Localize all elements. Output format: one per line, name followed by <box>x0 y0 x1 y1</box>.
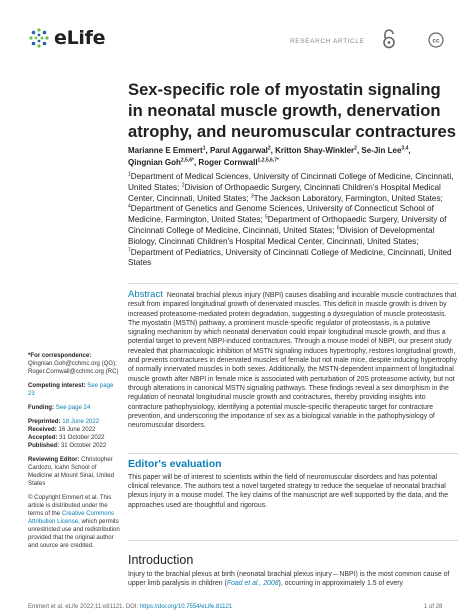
copyright-text-end: which permits unrestricted use and redistribution provided that the original author and source are credited. <box>28 518 120 549</box>
author[interactable]: Se-Jin Lee$^{3,4}$ <box>361 145 409 155</box>
competing-interest-label: Competing interest: <box>28 382 86 389</box>
abstract-heading: Abstract <box>128 289 163 300</box>
elife-logo[interactable] <box>28 27 105 49</box>
editors-evaluation-heading: Editor's evaluation <box>128 458 222 470</box>
svg-text:cc: cc <box>432 37 440 45</box>
affiliation-list <box>128 172 458 269</box>
affiliation: $^7$Department of Pediatrics, University of Cincinnati College of Medicine, Cincinnati, United States <box>128 246 452 268</box>
author[interactable]: Parul Aggarwal$^2$ <box>209 145 271 155</box>
reviewing-editor-label: Reviewing Editor: <box>28 456 80 463</box>
preprint-date-link[interactable]: 18 June 2022 <box>62 418 100 425</box>
funding-link[interactable]: See page 24 <box>55 404 91 411</box>
divider <box>128 540 458 541</box>
abstract <box>128 290 458 430</box>
author[interactable]: Kritton Shay-Winkler$^2$ <box>275 145 357 155</box>
affiliation: $^2$Division of Orthopaedic Surgery, Cincinnati Children’s Hospital Medical Center, Cincinnati, United States; <box>128 182 441 203</box>
funding-block <box>28 404 120 412</box>
correspondence-email[interactable]: Roger.Cornwall@cchmc.org (RC) <box>28 368 119 375</box>
license-link[interactable]: Creative Commons Attribution License, <box>28 510 115 525</box>
introduction-text: Injury to the brachial plexus at birth (neonatal brachial plexus injury – NBPI) is the most common cause of upper limb paralysis in children (Foad et al., 2008), occurring in approximately 1.5 of every <box>128 571 450 588</box>
date-published: Published: 31 October 2022 <box>28 442 107 449</box>
copyright-block <box>28 494 120 550</box>
creative-commons-icon[interactable] <box>428 32 444 53</box>
editors-evaluation-text: This paper will be of interest to scientists within the field of neuromuscular disorders and has potential clinical relevance. The authors test a novel targeted strategy to reduce the sequelae of neonatal brachial plexus injury in a mouse model. The key claims of the manuscript are well supported by the data, and the approaches used are thoughtful and rigorous. <box>128 474 449 509</box>
footer-citation: Emmert et al. eLife 2022;11:e81121. DOI: https://doi.org/10.7554/eLife.81121 <box>28 604 233 610</box>
affiliation: $^4$Department of Genetics and Genome Sciences, University of Connecticut School of Medicine, Farmington, United States; <box>128 203 434 225</box>
citation-link[interactable]: Foad et al., 2008 <box>226 580 279 588</box>
reviewing-editor-block <box>28 456 120 488</box>
correspondence-label: *For correspondence: <box>28 352 92 359</box>
dates-block <box>28 418 120 450</box>
copyright-text: © Copyright Emmert et al. This article is distributed under the terms of the <box>28 494 112 517</box>
author[interactable]: Qingnian Goh$^{2,5,6*}$ <box>128 156 194 167</box>
competing-interest-link[interactable]: See page 23 <box>28 382 114 397</box>
abstract-text: Neonatal brachial plexus injury (NBPI) causes disabling and incurable muscle contractures that result from impaired longitudinal growth of denervated muscles. This deficit in muscle growth is driven by increased proteasome-mediated protein degradation, suggesting a dysregulation of muscle proteostasis. The myostatin (MSTN) pathway, a prominent muscle-specific regulator of proteostasis, is a putative signaling mechanism by which neonatal denervation could impair longitudinal muscle growth, and thus a potential target to prevent NBPI-induced contractures. Through a mouse model of NBPI, our present study revealed that pharmacologic inhibition of MSTN signaling induces hypertrophy, restores longitudinal growth, and prevents contractures in denervated muscles of female but not male mice, despite inducing hypertrophy of normally innervated muscles in both sexes. Additionally, the MSTN-dependent impairment of longitudinal muscle growth after NBPI in female mice is associated with perturbation of 20S proteasome activity, but not through alterations in canonical MSTN signaling pathways. These findings reveal a sex dimorphism in the regulation of neonatal longitudinal muscle growth and contractures, thereby providing insights into contracture pathophysiology, identifying a potential muscle-specific therapeutic target for contracture prevention, and underscoring the importance of sex as a biological variable in the pathophysiology of neuromuscular disorders. <box>128 292 458 430</box>
author[interactable]: Roger Cornwall$^{1,2,5,6,7*}$ <box>198 156 279 167</box>
open-access-icon[interactable] <box>382 29 396 54</box>
affiliation: $^3$The Jackson Laboratory, Farmington, United States; <box>250 192 443 203</box>
competing-interest-block <box>28 382 120 398</box>
correspondence-email[interactable]: Qingnian.Goh@cchmc.org (QG); <box>28 360 117 367</box>
funding-label: Funding: <box>28 404 55 411</box>
page-number: 1 of 28 <box>424 604 443 610</box>
divider <box>128 283 458 284</box>
author-list: Marianne E Emmert$^1$, Parul Aggarwal$^2$, Kritton Shay-Winkler$^2$, Se-Jin Lee$^{3,4}$, Qingnian Goh$^{2,5,6*}$, Roger Cornwall$^{1,2,5,6,7*}$ <box>128 145 411 167</box>
affiliation: $^1$Department of Medical Sciences, University of Cincinnati College of Medicine, Cincinnati, United States; <box>128 171 454 192</box>
doi-link[interactable]: https://doi.org/10.7554/eLife.81121 <box>139 604 233 610</box>
date-accepted: Accepted: 31 October 2022 <box>28 434 105 441</box>
date-preprinted: Preprinted: 18 June 2022 <box>28 418 100 425</box>
affiliation: $^5$Department of Orthopaedic Surgery, University of Cincinnati College of Medicine, Cincinnati, United States; <box>128 214 447 235</box>
article-type-label: RESEARCH ARTICLE <box>290 38 365 45</box>
date-received: Received: 16 June 2022 <box>28 426 96 433</box>
elife-logo-text: eLife <box>54 27 106 49</box>
affiliation: $^6$Division of Developmental Biology, Cincinnati Children’s Hospital Medical Center, Cincinnati, United States; <box>128 225 435 246</box>
introduction-heading: Introduction <box>128 553 194 567</box>
elife-logo-icon <box>28 27 50 49</box>
article-title: Sex-specific role of myostatin signaling in neonatal muscle growth, denervation atrophy, and neuromuscular contractures <box>128 80 456 141</box>
correspondence-block <box>28 352 120 376</box>
divider <box>128 453 458 454</box>
author[interactable]: Marianne E Emmert$^1$ <box>128 145 206 155</box>
article-sidebar <box>28 352 120 556</box>
reviewing-editor-text: Christopher Cardozo, Icahn School of Medicine at Mount Sinai, United States <box>28 456 115 487</box>
